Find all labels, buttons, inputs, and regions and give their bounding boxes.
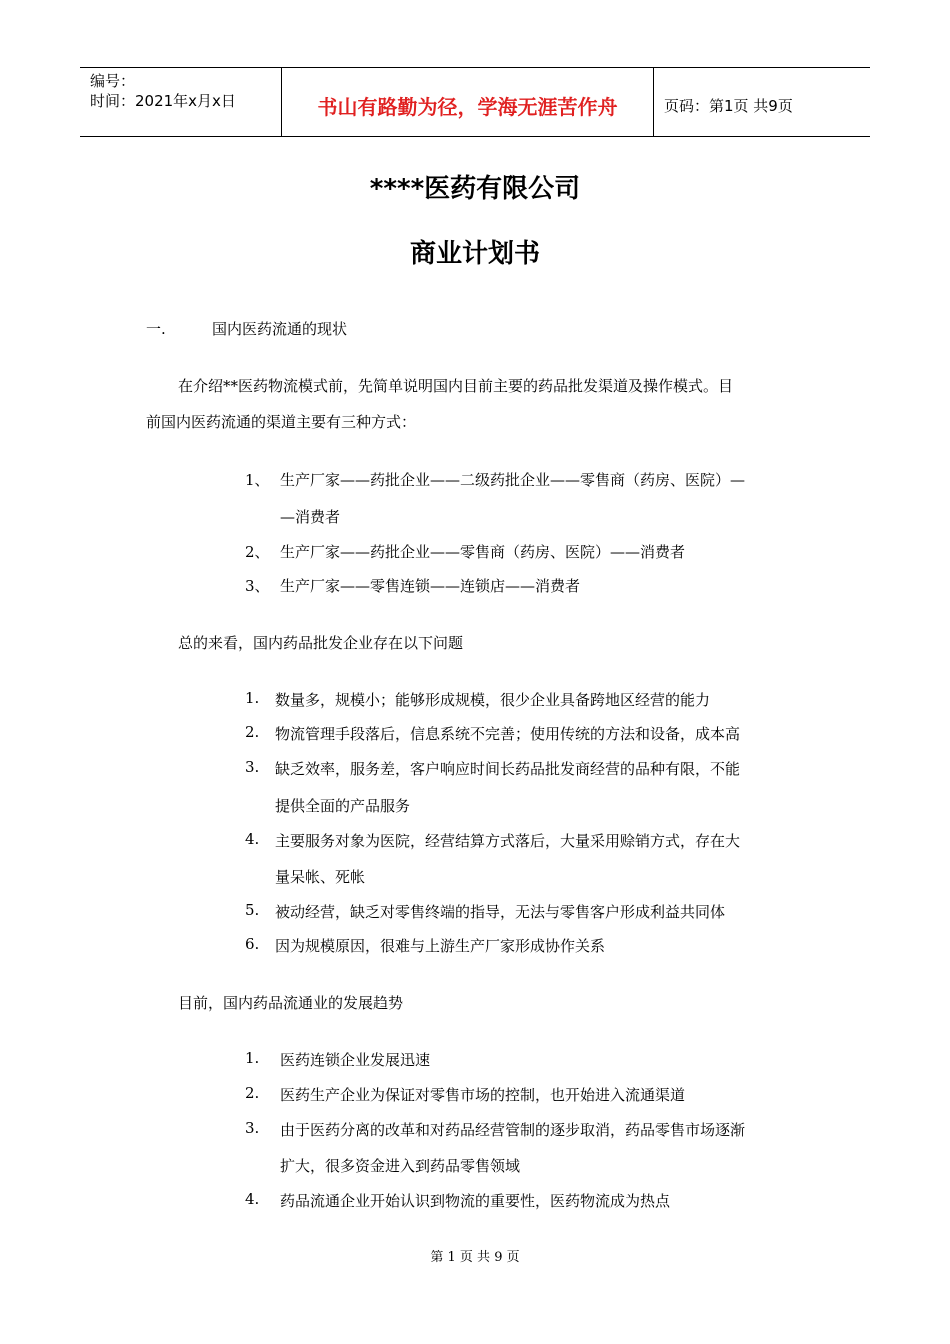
- trend-number: 4.: [245, 1190, 260, 1208]
- trend-number: 2.: [245, 1084, 260, 1102]
- trend-text: 药品流通企业开始认识到物流的重要性，医药物流成为热点: [280, 1192, 671, 1210]
- trend-number: 1.: [245, 1049, 260, 1067]
- section1-title: 国内医药流通的现状: [212, 320, 348, 338]
- problem-number: 6.: [245, 935, 260, 953]
- problem-number: 4.: [245, 830, 260, 848]
- header-table: [80, 67, 870, 137]
- section1-number: 一.: [146, 320, 166, 338]
- channel-text: 生产厂家——药批企业——二级药批企业——零售商（药房、医院）—: [280, 471, 746, 489]
- problem-text: 数量多，规模小；能够形成规模，很少企业具备跨地区经营的能力: [275, 691, 711, 709]
- header-left-cell: [80, 68, 281, 136]
- page-footer: 第 1 页 共 9 页: [430, 1250, 520, 1265]
- header-motto: 书山有路勤为径，学海无涯苦作舟: [281, 68, 654, 136]
- problem-text: 缺乏效率，服务差，客户响应时间长药品批发商经营的品种有限，不能: [275, 760, 741, 778]
- channel-text: 生产厂家——零售连锁——连锁店——消费者: [280, 577, 581, 595]
- problem-text: 主要服务对象为医院，经营结算方式落后，大量采用赊销方式，存在大: [275, 832, 741, 850]
- trend-number: 3.: [245, 1119, 260, 1137]
- trends-intro: 目前，国内药品流通业的发展趋势: [178, 994, 404, 1012]
- trend-text: 由于医药分离的改革和对药品经营管制的逐步取消，药品零售市场逐渐: [280, 1121, 746, 1139]
- problem-number: 3.: [245, 758, 260, 776]
- channel-text: 生产厂家——药批企业——零售商（药房、医院）——消费者: [280, 543, 686, 561]
- problem-text-continued: 量呆帐、死帐: [275, 868, 366, 886]
- problems-intro: 总的来看，国内药品批发企业存在以下问题: [178, 634, 464, 652]
- title-document: 商业计划书: [409, 239, 540, 269]
- trend-text: 医药连锁企业发展迅速: [280, 1051, 431, 1069]
- problem-text-continued: 提供全面的产品服务: [275, 797, 411, 815]
- serial-label: 编号：: [90, 72, 136, 90]
- problem-text: 被动经营，缺乏对零售终端的指导，无法与零售客户形成利益共同体: [275, 903, 726, 921]
- problem-number: 5.: [245, 901, 260, 919]
- problem-text: 因为规模原因，很难与上游生产厂家形成协作关系: [275, 937, 606, 955]
- channel-number: 2、: [245, 543, 270, 561]
- intro-line-2: 前国内医药流通的渠道主要有三种方式：: [146, 413, 417, 431]
- channel-text-continued: —消费者: [280, 508, 341, 526]
- header-page-info: 页码：第1页 共9页: [664, 96, 793, 115]
- intro-line-1: 在介绍**医药物流模式前，先简单说明国内目前主要的药品批发渠道及操作模式。目: [178, 377, 734, 395]
- channel-number: 1、: [245, 471, 270, 489]
- time-label: 时间：2021年x月x日: [90, 92, 236, 110]
- trend-text-continued: 扩大，很多资金进入到药品零售领域: [280, 1157, 521, 1175]
- problem-number: 2.: [245, 723, 260, 741]
- channel-number: 3、: [245, 577, 270, 595]
- title-company: ****医药有限公司: [369, 174, 581, 204]
- problem-number: 1.: [245, 689, 260, 707]
- problem-text: 物流管理手段落后，信息系统不完善；使用传统的方法和设备，成本高: [275, 725, 741, 743]
- trend-text: 医药生产企业为保证对零售市场的控制，也开始进入流通渠道: [280, 1086, 686, 1104]
